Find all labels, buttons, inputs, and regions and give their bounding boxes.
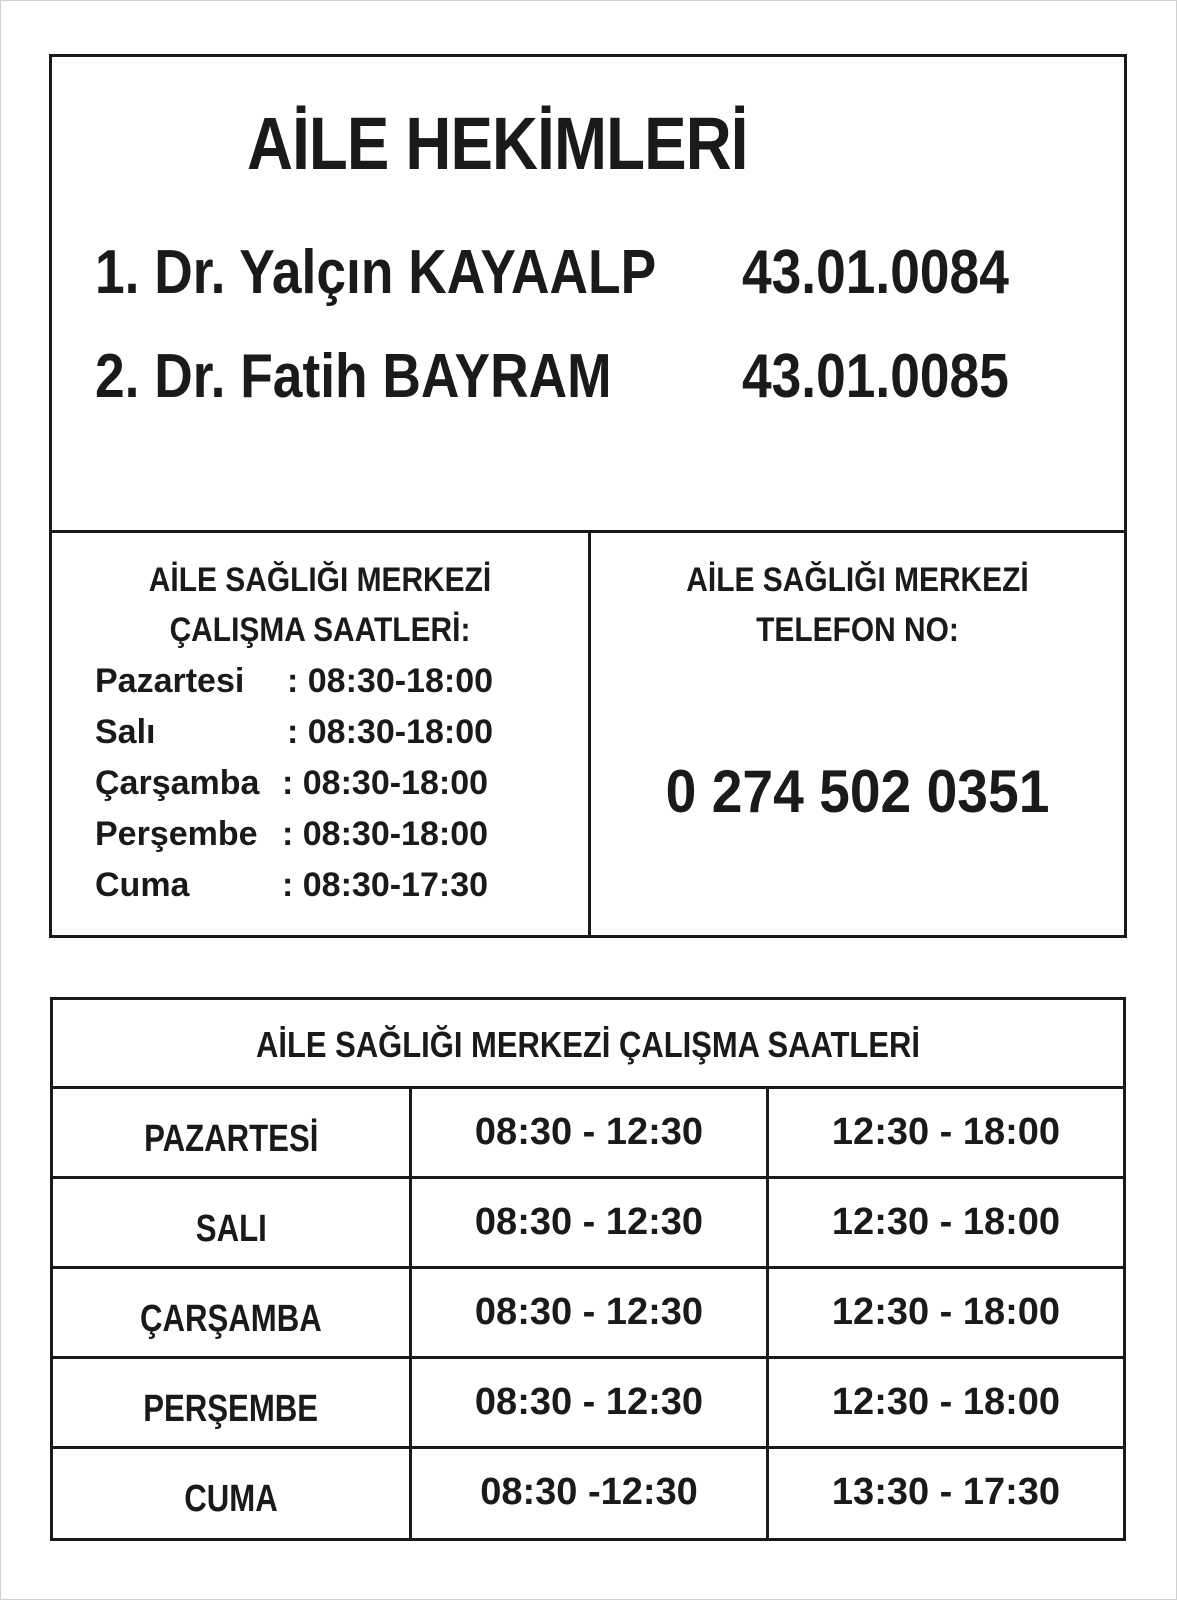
- afternoon-hours: 13:30 - 17:30: [831, 1471, 1061, 1513]
- page-title: AİLE HEKİMLERİ: [247, 102, 748, 185]
- afternoon-hours: 12:30 - 18:00: [831, 1111, 1061, 1153]
- day-label: PERŞEMBE: [143, 1388, 319, 1430]
- doctor-2-name: 2. Dr. Fatih BAYRAM: [95, 342, 612, 411]
- doctor-1-code: 43.01.0084: [742, 238, 1009, 307]
- table-row-afternoon: [769, 1089, 1123, 1176]
- hours-day: Perşembe: [95, 815, 258, 853]
- table-row-afternoon: [769, 1359, 1123, 1446]
- hours-time: : 08:30-18:00: [282, 764, 489, 802]
- afternoon-hours: 12:30 - 18:00: [831, 1291, 1061, 1333]
- hours-day: Pazartesi: [95, 662, 245, 700]
- phone-number: [591, 757, 1124, 826]
- day-label: PAZARTESİ: [143, 1118, 319, 1160]
- hours-time: : 08:30-18:00: [282, 815, 489, 853]
- morning-hours: 08:30 - 12:30: [474, 1111, 704, 1153]
- table-row-day: [53, 1269, 409, 1356]
- family-physicians-panel: [49, 54, 1127, 938]
- phone-number-text: 0 274 502 0351: [665, 758, 1050, 825]
- working-hours-heading-line2: ÇALIŞMA SAATLERİ:: [169, 611, 471, 649]
- phone-heading-line2: TELEFON NO:: [756, 611, 959, 649]
- schedule-table-title-text: AİLE SAĞLIĞI MERKEZİ ÇALIŞMA SAATLERİ: [256, 1024, 920, 1065]
- doctor-1-name: 1. Dr. Yalçın KAYAALP: [95, 238, 657, 307]
- morning-hours: 08:30 - 12:30: [474, 1291, 704, 1333]
- afternoon-hours: 12:30 - 18:00: [831, 1381, 1061, 1423]
- table-row-afternoon: [769, 1269, 1123, 1356]
- table-row-day: [53, 1359, 409, 1446]
- working-hours-heading: [52, 555, 588, 655]
- table-row-day: [53, 1089, 409, 1176]
- hours-day: Cuma: [95, 866, 190, 904]
- phone-heading: [591, 555, 1124, 655]
- phone-heading-line1: AİLE SAĞLIĞI MERKEZİ: [686, 561, 1029, 599]
- hours-day: Salı: [95, 713, 156, 751]
- afternoon-hours: 12:30 - 18:00: [831, 1201, 1061, 1243]
- table-row-morning: [412, 1089, 766, 1176]
- hours-day: Çarşamba: [95, 764, 260, 802]
- table-row-afternoon: [769, 1449, 1123, 1536]
- table-row-morning: [412, 1359, 766, 1446]
- table-row-day: [53, 1179, 409, 1266]
- table-row-morning: [412, 1269, 766, 1356]
- doctor-2-code: 43.01.0085: [742, 342, 1009, 411]
- table-row-morning: [412, 1179, 766, 1266]
- hours-time: : 08:30-18:00: [287, 662, 494, 700]
- table-row-morning: [412, 1449, 766, 1536]
- morning-hours: 08:30 - 12:30: [474, 1201, 704, 1243]
- morning-hours: 08:30 -12:30: [480, 1471, 698, 1513]
- day-label: ÇARŞAMBA: [140, 1298, 322, 1340]
- table-row-day: [53, 1449, 409, 1536]
- table-row-afternoon: [769, 1179, 1123, 1266]
- hours-time: : 08:30-18:00: [287, 713, 494, 751]
- schedule-table-title: [53, 1000, 1123, 1089]
- morning-hours: 08:30 - 12:30: [474, 1381, 704, 1423]
- working-hours-heading-line1: AİLE SAĞLIĞI MERKEZİ: [148, 561, 492, 599]
- day-label: CUMA: [184, 1478, 278, 1520]
- schedule-table: [50, 997, 1126, 1541]
- hours-time: : 08:30-17:30: [282, 866, 489, 904]
- day-label: SALI: [195, 1208, 267, 1250]
